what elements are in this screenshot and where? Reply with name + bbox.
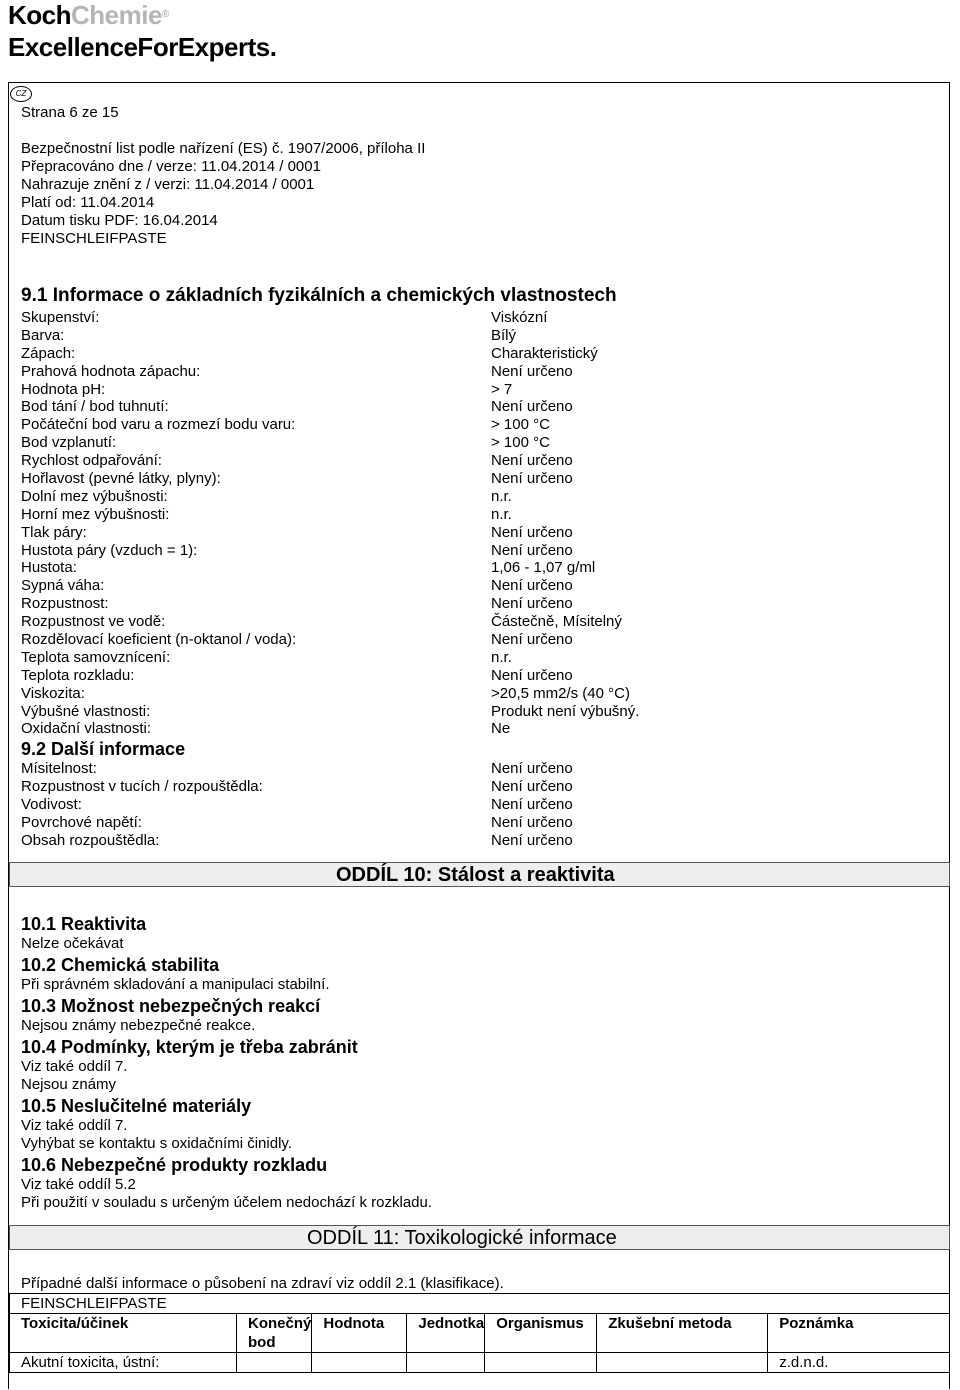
property-row bbox=[21, 452, 573, 470]
property-value: Produkt není výbušný. bbox=[491, 702, 640, 720]
property-row bbox=[21, 541, 573, 560]
property-row bbox=[21, 487, 512, 506]
property-label: Povrchové napětí: bbox=[21, 813, 142, 831]
section-11-header bbox=[9, 1225, 950, 1250]
property-value: Není určeno bbox=[491, 760, 573, 777]
property-label: Rozdělovací koeficient (n-oktanol / voda): bbox=[21, 631, 297, 649]
table-cell bbox=[407, 1353, 485, 1373]
property-row bbox=[21, 362, 573, 381]
property-label: Obsah rozpouštědla: bbox=[21, 831, 160, 849]
spacer bbox=[21, 122, 425, 140]
subsection-text: Vyhýbat se kontaktu s oxidačními činidly. bbox=[21, 1135, 292, 1152]
property-value: >20,5 mm2/s (40 °C) bbox=[491, 684, 630, 702]
column-header: Konečný bod bbox=[237, 1314, 312, 1353]
property-label: Rychlost odpařování: bbox=[21, 452, 162, 470]
header-line: Platí od: 11.04.2014 bbox=[21, 194, 155, 211]
property-label: Mísitelnost: bbox=[21, 760, 97, 777]
property-row bbox=[21, 666, 573, 685]
property-value: Není určeno bbox=[491, 577, 573, 595]
property-value: Není určeno bbox=[491, 595, 573, 613]
section-10-title: ODDÍL 10: Stálost a reaktivita bbox=[336, 864, 615, 886]
column-header: Toxicita/účinek bbox=[10, 1314, 237, 1353]
property-row bbox=[21, 523, 573, 542]
property-label: Skupenství: bbox=[21, 309, 100, 326]
subsection-title: 10.3 Možnost nebezpečných reakcí bbox=[21, 996, 321, 1016]
property-value: Není určeno bbox=[491, 777, 573, 795]
property-label: Oxidační vlastnosti: bbox=[21, 720, 152, 738]
property-value: Ne bbox=[491, 720, 511, 738]
subsection-title: 10.1 Reaktivita bbox=[21, 914, 147, 934]
subsection-text: Při použití v souladu s určeným účelem nedochází k rozkladu. bbox=[21, 1194, 433, 1211]
property-value: Není určeno bbox=[491, 398, 573, 416]
header-line: Přepracováno dne / verze: 11.04.2014 / 0001 bbox=[21, 158, 321, 175]
property-row bbox=[21, 416, 550, 434]
brand-logo bbox=[8, 0, 276, 62]
property-label: Zápach: bbox=[21, 344, 76, 362]
column-header: Hodnota bbox=[312, 1314, 407, 1353]
property-row bbox=[21, 613, 622, 631]
column-header: Jednotka bbox=[407, 1314, 485, 1353]
property-value: Není určeno bbox=[491, 795, 573, 813]
subsection-text: Nelze očekávat bbox=[21, 935, 124, 952]
property-label: Počáteční bod varu a rozmezí bodu varu: bbox=[21, 416, 296, 434]
property-row bbox=[21, 720, 511, 738]
property-row bbox=[21, 380, 513, 399]
subsection-title: 10.5 Neslučitelné materiály bbox=[21, 1096, 252, 1116]
header-line: Nahrazuje znění z / verzi: 11.04.2014 / 0001 bbox=[21, 176, 315, 193]
table-header-row bbox=[10, 1314, 950, 1353]
property-value: Není určeno bbox=[491, 452, 573, 470]
header-line: Datum tisku PDF: 16.04.2014 bbox=[21, 212, 218, 229]
property-label: Hustota: bbox=[21, 559, 77, 577]
property-value: > 100 °C bbox=[491, 416, 550, 434]
table-cell bbox=[485, 1353, 597, 1373]
document-header bbox=[21, 104, 425, 248]
toxicity-table bbox=[9, 1293, 950, 1373]
column-header: Zkušební metoda bbox=[597, 1314, 768, 1353]
table-cell: Akutní toxicita, ústní: bbox=[10, 1353, 237, 1373]
property-label: Dolní mez výbušnosti: bbox=[21, 487, 168, 505]
subsection-text: Viz také oddíl 7. bbox=[21, 1117, 128, 1134]
subsection-text: Viz také oddíl 5.2 bbox=[21, 1176, 136, 1193]
section-9-2-title: 9.2 Další informace bbox=[21, 739, 186, 759]
section-9-1-title: 9.1 Informace o základních fyzikálních a chemických vlastnostech bbox=[21, 285, 617, 306]
property-row bbox=[21, 648, 512, 667]
property-row bbox=[21, 831, 573, 850]
subsection-title: 10.4 Podmínky, kterým je třeba zabránit bbox=[21, 1037, 358, 1057]
property-value: Není určeno bbox=[491, 813, 573, 831]
property-value: Není určeno bbox=[491, 541, 573, 559]
section-9-1-properties bbox=[21, 309, 640, 738]
property-label: Rozpustnost ve vodě: bbox=[21, 613, 166, 631]
section-11-note: Případné další informace o působení na zdraví viz oddíl 2.1 (klasifikace). bbox=[21, 1275, 504, 1292]
property-row bbox=[21, 702, 640, 721]
property-value: Není určeno bbox=[491, 470, 573, 488]
brand-name bbox=[8, 0, 276, 30]
property-row bbox=[21, 326, 517, 345]
table-cell bbox=[597, 1353, 768, 1373]
subsection-text: Nejsou známy nebezpečné reakce. bbox=[21, 1017, 256, 1034]
property-value: Není určeno bbox=[491, 362, 573, 380]
property-value: Bílý bbox=[491, 326, 517, 344]
property-value: > 7 bbox=[491, 380, 513, 398]
brand-name-chemie: Chemie bbox=[71, 0, 162, 30]
property-row bbox=[21, 795, 573, 814]
property-row bbox=[21, 577, 573, 595]
property-value: Není určeno bbox=[491, 631, 573, 649]
section-11-title: ODDÍL 11: Toxikologické informace bbox=[307, 1227, 617, 1249]
column-header: Poznámka bbox=[768, 1314, 950, 1353]
table-cell: z.d.n.d. bbox=[768, 1353, 950, 1373]
product-name: FEINSCHLEIFPASTE bbox=[21, 230, 167, 247]
registered-mark: ® bbox=[161, 9, 169, 20]
subsection-title: 10.6 Nebezpečné produkty rozkladu bbox=[21, 1155, 328, 1175]
property-value: 1,06 - 1,07 g/ml bbox=[491, 559, 596, 577]
property-value: Viskózní bbox=[491, 309, 548, 326]
property-row bbox=[21, 813, 573, 832]
property-label: Výbušné vlastnosti: bbox=[21, 702, 151, 720]
property-row bbox=[21, 309, 548, 327]
property-row bbox=[21, 434, 550, 452]
property-label: Hořlavost (pevné látky, plyny): bbox=[21, 470, 221, 488]
property-value: n.r. bbox=[491, 648, 512, 666]
table-caption: FEINSCHLEIFPASTE bbox=[10, 1294, 950, 1314]
property-row bbox=[21, 760, 573, 778]
property-label: Prahová hodnota zápachu: bbox=[21, 362, 201, 380]
property-row bbox=[21, 595, 573, 613]
property-label: Hodnota pH: bbox=[21, 380, 106, 398]
table-row bbox=[10, 1353, 950, 1373]
property-row bbox=[21, 777, 573, 796]
property-value: n.r. bbox=[491, 487, 512, 505]
property-label: Teplota samovznícení: bbox=[21, 648, 171, 666]
property-label: Bod vzplanutí: bbox=[21, 434, 117, 452]
subsection-text: Při správném skladování a manipulaci stabilní. bbox=[21, 976, 330, 993]
brand-name-koch: Koch bbox=[8, 0, 71, 30]
property-label: Rozpustnost v tucích / rozpouštědla: bbox=[21, 777, 263, 795]
property-label: Tlak páry: bbox=[21, 523, 87, 541]
property-label: Vodivost: bbox=[21, 795, 82, 813]
property-label: Barva: bbox=[21, 326, 65, 344]
property-value: Charakteristický bbox=[491, 344, 598, 362]
subsection-text: Nejsou známy bbox=[21, 1076, 117, 1093]
property-row bbox=[21, 505, 512, 524]
brand-tagline: ExcellenceForExperts. bbox=[8, 32, 277, 62]
subsection-text: Viz také oddíl 7. bbox=[21, 1058, 128, 1075]
property-value: Částečně, Mísitelný bbox=[491, 613, 622, 631]
table-cell bbox=[312, 1353, 407, 1373]
property-row bbox=[21, 559, 596, 577]
property-label: Hustota páry (vzduch = 1): bbox=[21, 541, 198, 559]
table-caption-row bbox=[10, 1294, 950, 1314]
property-label: Sypná váha: bbox=[21, 577, 105, 595]
property-row bbox=[21, 398, 573, 416]
page-number: Strana 6 ze 15 bbox=[21, 104, 119, 121]
property-row bbox=[21, 344, 598, 363]
property-label: Teplota rozkladu: bbox=[21, 666, 135, 684]
property-value: Není určeno bbox=[491, 666, 573, 684]
table-cell bbox=[237, 1353, 312, 1373]
property-value: n.r. bbox=[491, 505, 512, 523]
property-label: Horní mez výbušnosti: bbox=[21, 505, 170, 523]
property-label: Bod tání / bod tuhnutí: bbox=[21, 398, 169, 416]
section-10-body bbox=[21, 913, 432, 1212]
subsection-title: 10.2 Chemická stabilita bbox=[21, 955, 220, 975]
property-label: Viskozita: bbox=[21, 684, 85, 702]
column-header: Organismus bbox=[485, 1314, 597, 1353]
section-9-2-properties bbox=[21, 760, 573, 849]
country-badge-icon: CZ bbox=[10, 86, 32, 102]
header-line: Bezpečnostní list podle nařízení (ES) č. 1907/2006, příloha II bbox=[21, 140, 426, 157]
section-10-header bbox=[9, 862, 950, 887]
property-row bbox=[21, 684, 630, 703]
property-value: Není určeno bbox=[491, 523, 573, 541]
property-value: Není určeno bbox=[491, 831, 573, 849]
property-row bbox=[21, 470, 573, 488]
property-row bbox=[21, 631, 573, 649]
property-value: > 100 °C bbox=[491, 434, 550, 452]
property-label: Rozpustnost: bbox=[21, 595, 109, 613]
